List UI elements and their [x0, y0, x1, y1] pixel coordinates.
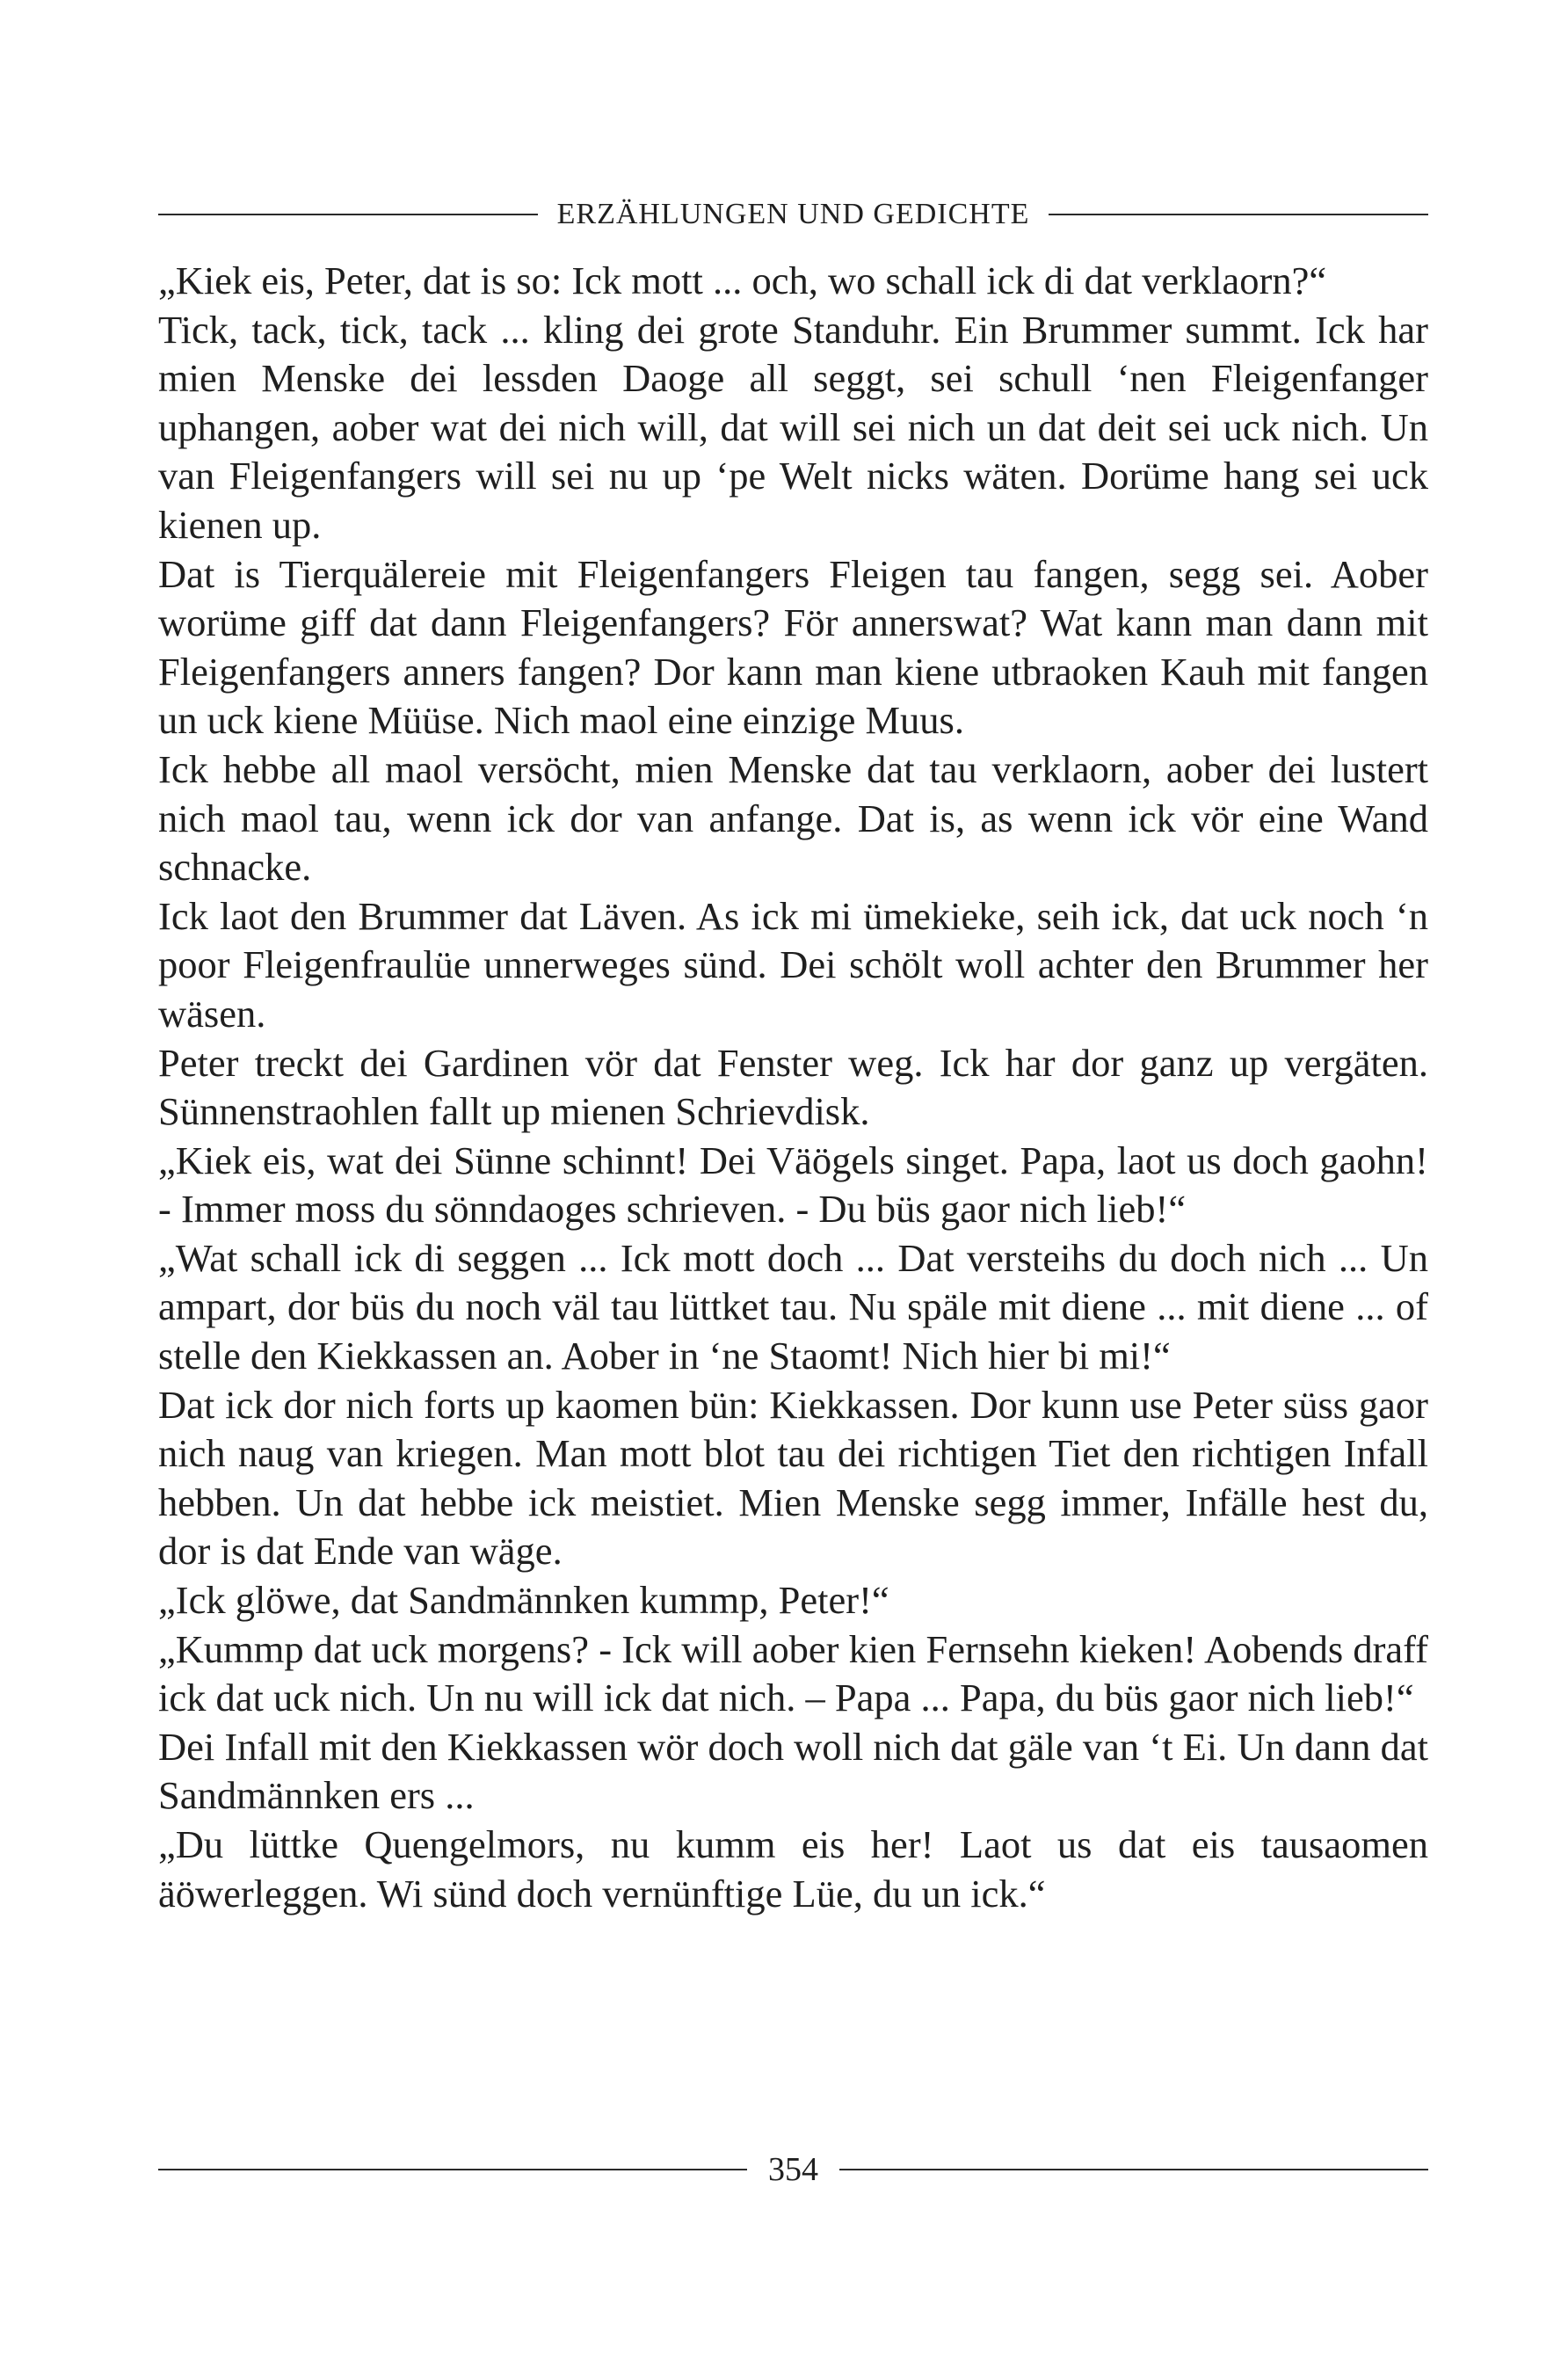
paragraph: Tick, tack, tick, tack ... kling dei grote Standuhr. Ein Brummer summt. Ick har mien Menske dei lessden Daoge all seggt, sei schull ‘nen Fleigenfanger uphangen, aober wat dei nich will, dat will sei nich un dat deit sei uck nich. Un van Fleigenfangers will sei nu up ‘pe Welt nicks wäten. Dorüme hang sei uck kienen up. [158, 307, 1428, 547]
paragraph: „Kiek eis, Peter, dat is so: Ick mott ... och, wo schall ick di dat verklaorn?“ [158, 258, 1327, 302]
paragraph: Dat ick dor nich forts up kaomen bün: Kiekkassen. Dor kunn use Peter süss gaor nich naug van kriegen. Man mott blot tau dei richtigen Tiet den richtigen Infall hebben. Un dat hebbe ick meistiet. Mien Menske segg immer, Infälle hest du, dor is dat Ende van wäge. [158, 1382, 1428, 1574]
footer-rule-left [158, 2169, 747, 2170]
header-rule-right [1049, 214, 1428, 215]
paragraph: „Wat schall ick di seggen ... Ick mott doch ... Dat versteihs du doch nich ... Un ampart, dor büs du noch väl tau lüttket tau. Nu späle mit diene ... mit diene ... of stelle den Kiekkassen an. Aober in ‘ne Staomt! Nich hier bi mi!“ [158, 1235, 1428, 1378]
paragraph: „Ick glöwe, dat Sandmännken kummp, Peter!“ [158, 1578, 889, 1623]
page-footer [158, 2145, 1428, 2194]
body-text [158, 257, 1428, 1918]
paragraph: „Kummp dat uck morgens? - Ick will aober kien Fernsehn kieken! Aobends draff ick dat uck nich. Un nu will ick dat nich. – Papa ... Papa, du büs gaor nich lieb!“ [158, 1626, 1428, 1720]
page-number: 354 [768, 2151, 818, 2188]
header-rule-left [158, 214, 538, 215]
running-header [158, 192, 1428, 237]
paragraph: Peter treckt dei Gardinen vör dat Fenster weg. Ick har dor ganz up vergäten. Sünnenstraohlen fallt up mienen Schrievdisk. [158, 1040, 1428, 1134]
paragraph: Ick hebbe all maol versöcht, mien Menske dat tau verklaorn, aober dei lustert nich maol tau, wenn ick dor van anfange. Dat is, as wenn ick vör eine Wand schnacke. [158, 746, 1428, 890]
paragraph: „Du lüttke Quengelmors, nu kumm eis her! Laot us dat eis tausaomen äöwerleggen. Wi sünd doch vernünftige Lüe, du un ick.“ [158, 1822, 1428, 1916]
paragraph: „Kiek eis, wat dei Sünne schinnt! Dei Väögels singet. Papa, laot us doch gaohn! - Immer moss du sönndaoges schrieven. - Du büs gaor nich lieb!“ [158, 1138, 1428, 1232]
footer-rule-right [839, 2169, 1428, 2170]
header-title: ERZÄHLUNGEN UND GEDICHTE [556, 198, 1030, 230]
paragraph: Ick laot den Brummer dat Läven. As ick mi ümekieke, seih ick, dat uck noch ‘n poor Fleigenfraulüe unnerweges sünd. Dei schölt woll achter den Brummer her wäsen. [158, 893, 1428, 1036]
paragraph: Dei Infall mit den Kiekkassen wör doch woll nich dat gäle van ‘t Ei. Un dann dat Sandmännken ers ... [158, 1724, 1428, 1818]
paragraph: Dat is Tierquälereie mit Fleigenfangers Fleigen tau fangen, segg sei. Aober worüme giff dat dann Fleigenfangers? För annerswat? Wat kann man dann mit Fleigenfangers anners fangen? Dor kann man kiene utbraoken Kauh mit fangen un uck kiene Müüse. Nich maol eine einzige Muus. [158, 551, 1428, 743]
